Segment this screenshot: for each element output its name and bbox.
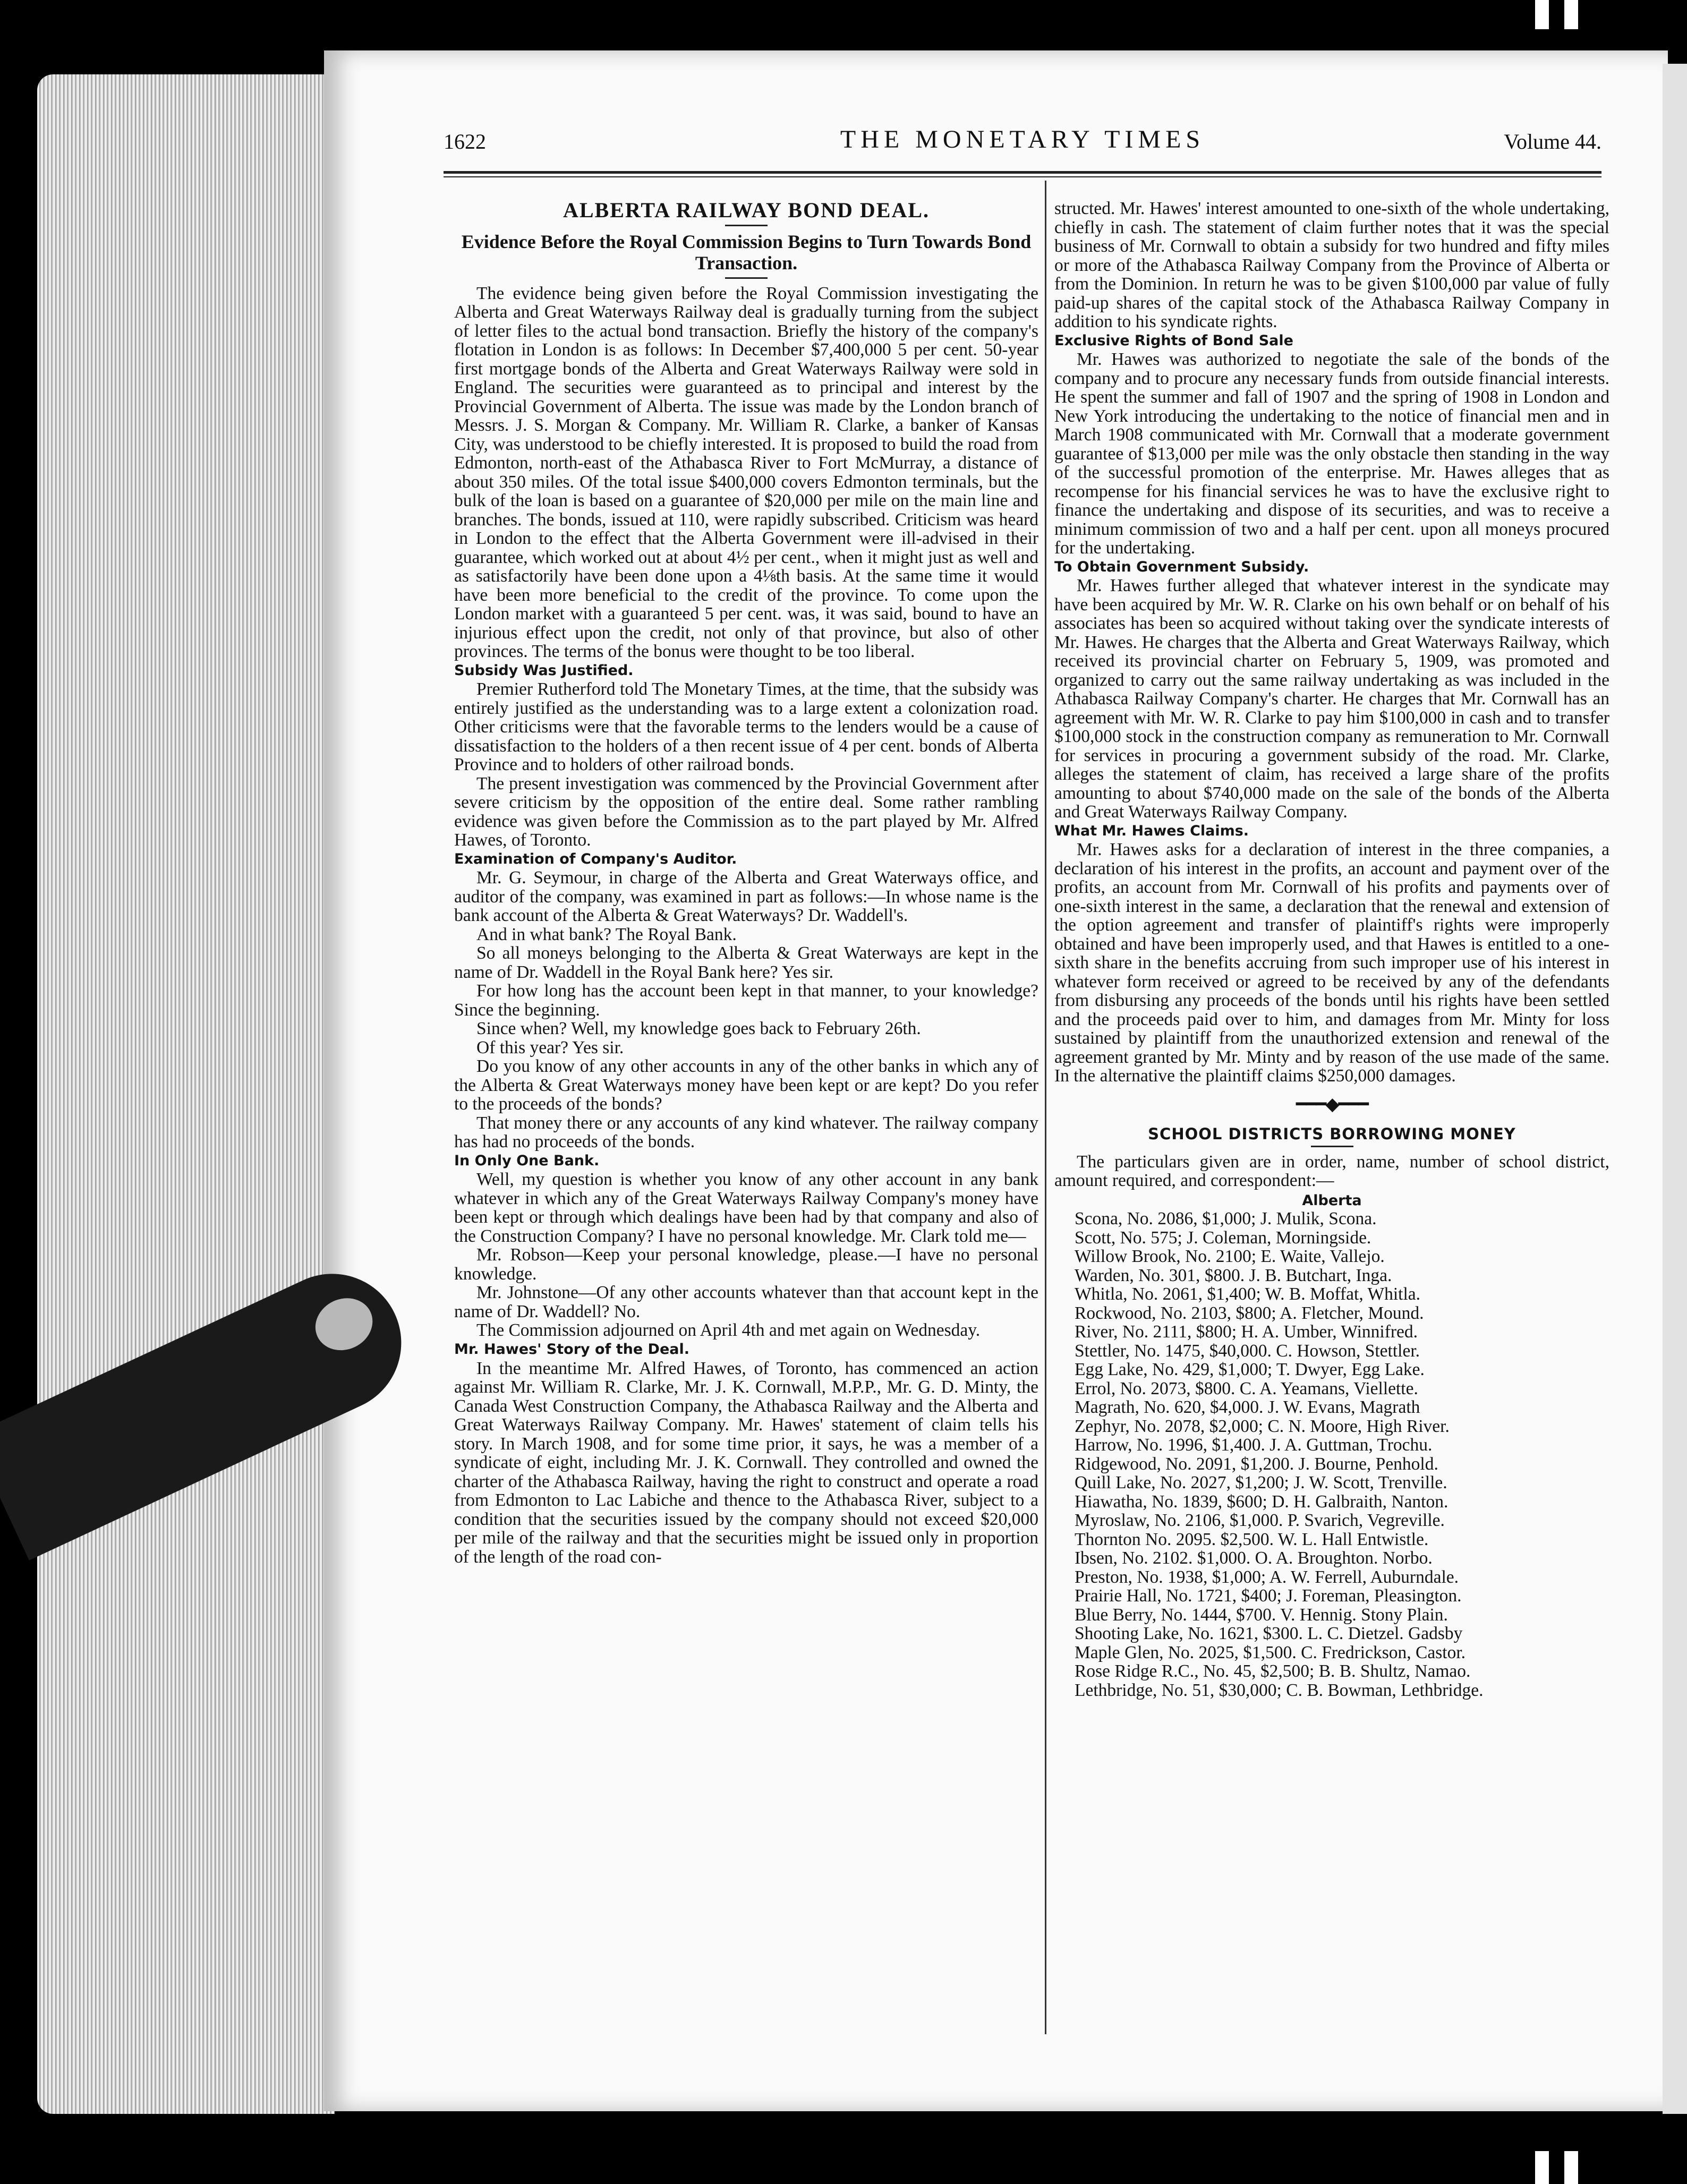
school-title-dash [1311,1146,1353,1147]
paragraph: And in what bank? The Royal Bank. [476,924,737,944]
running-head: THE MONETARY TIMES [840,125,1205,153]
district-entry: Prairie Hall, No. 1721, $400; J. Foreman, Pleasington. [1075,1586,1462,1606]
district-entry: Ibsen, No. 2102. $1,000. O. A. Broughton. Norbo. [1075,1548,1433,1568]
section-heading: In Only One Bank. [454,1152,600,1169]
section-heading: What Mr. Hawes Claims. [1054,822,1249,839]
intro-paragraph: The evidence being given before the Royal Commission investigating the Alberta and Great Waterways Railway deal is gradually turning from the subject of letter files to the actual bond transaction. Briefly the history of the company's flotation in London is as follows: In December $7,400,000 5 per cent. 50-year first mortgage bonds of the Alberta and Great Waterways Railway were sold in England. The securities were guaranteed as to principal and interest by the Provincial Government of Alberta. The issue was made by the London branch of Messrs. J. S. Morgan & Company. Mr. William R. Clarke, a banker of Kansas City, was understood to be chiefly interested. It is proposed to build the road from Edmonton, north-east of the Athabasca River to Fort McMurray, a distance of about 350 miles. Of the total issue $400,000 covers Edmonton terminals, but the bulk of the loan is based on a guarantee of $20,000 per mile on the main line and branches. The bonds, issued at 110, were rapidly subscribed. Criticism was heard in London to the effect that the Alberta Government were ill-advised in their guarantee, which worked out at about 4½ per cent., when it might just as well and as satisfactorily have been done upon a 4⅛th basis. At the same time it would have been more beneficial to the credit of the province. To come upon the London market with a guaranteed 5 per cent. was, it was said, bound to have an injurious effect upon the credit, not only of that province, but also of other provinces. The terms of the bonus were thought to be too liberal. [454,283,1038,662]
district-entry: Lethbridge, No. 51, $30,000; C. B. Bowman, Lethbridge. [1075,1680,1484,1700]
district-entry: Whitla, No. 2061, $1,400; W. B. Moffat, Whitla. [1075,1284,1421,1304]
district-entry: Stettler, No. 1475, $40,000. C. Howson, Stettler. [1075,1341,1420,1361]
film-mark [1564,2151,1578,2184]
paragraph-continued: structed. Mr. Hawes' interest amounted to one-sixth of the whole undertaking, chiefly in cash. The statement of claim further notes that it was the special business of Mr. Cornwall to obtain a subsidy for two hundred and fifty miles or more of the Athabasca Railway Company from the Province of Alberta or from the Dominion. In return he was to be given $100,000 par value of fully paid-up shares of the capital stock of the Athabasca Railway Company in addition to his syndicate rights. [1054,199,1609,331]
school-districts-intro: The particulars given are in order, name, number of school district, amount required, and correspondent:— [1054,1151,1609,1191]
article-subtitle: Evidence Before the Royal Commission Begins to Turn Towards Bond Transaction. [461,231,1032,274]
volume-label: Volume 44. [1504,130,1601,153]
section-heading: Subsidy Was Justified. [454,662,634,679]
district-entry: Rockwood, No. 2103, $800; A. Fletcher, Mound. [1075,1303,1424,1323]
film-mark [1535,2151,1549,2184]
facing-page-strip [1663,64,1687,2114]
district-entry: Myroslaw, No. 2106, $1,000. P. Svarich, Vegreville. [1075,1511,1445,1531]
district-entry: Shooting Lake, No. 1621, $300. L. C. Dietzel. Gadsby [1075,1624,1463,1644]
district-list [1054,1209,1609,1700]
paragraph: Mr. Hawes further alleged that whatever interest in the syndicate may have been acquired by Mr. W. R. Clarke on his own behalf or on behalf of his associates has been so acquired without taking over the syndicate interests of Mr. Hawes. He charges that the Alberta and Great Waterways Railway, which received its provincial charter on February 5, 1909, was promoted and organized to carry out the same railway undertaking as was included in the Athabasca Railway Company's charter. He charges that Mr. Cornwall has an agreement with Mr. W. R. Clarke to pay him $100,000 in cash and to transfer $100,000 stock in the construction company as remuneration to Mr. Cornwall for services in procuring a government subsidy of the road. Mr. Clarke, alleges the statement of claim, has received a large share of the profits amounting to about $740,000 made on the sale of the bonds of the Alberta and Great Waterways Railway Company. [1054,576,1609,822]
paragraph: Well, my question is whether you know of any other account in any bank whatever in which any of the Great Waterways Railway Company's money have been kept or through which dealings have been had by that company and also of the Construction Company? I have no personal knowledge. Mr. Clark told me— [454,1170,1038,1246]
paragraph: For how long has the account been kept in that manner, to your knowledge? Since the beginning. [454,981,1038,1020]
section-ornament: ━━━◆━━━ [1296,1094,1368,1114]
column-left [454,199,1038,1566]
section-heading: Examination of Company's Auditor. [454,850,737,867]
page-header [444,125,1601,162]
paragraph: Mr. Hawes was authorized to negotiate the sale of the bonds of the company and to procure any necessary funds from outside financial interests. He spent the summer and fall of 1907 and the spring of 1908 in London and New York introducing the undertaking to the notice of financial men and in March 1908 communicated with Mr. Cornwall that a moderate government guarantee of $13,000 per mile was the only obstacle then standing in the way of the successful promotion of the enterprise. Mr. Hawes alleges that as recompense for his financial services he was to have the exclusive right to finance the undertaking and dispose of its securities, and was to receive a minimum commission of two and a half per cent. upon all moneys procured for the undertaking. [1054,349,1609,558]
district-entry: Magrath, No. 620, $4,000. J. W. Evans, Magrath [1075,1397,1420,1418]
section-heading: To Obtain Government Subsidy. [1054,558,1309,575]
paragraph: Do you know of any other accounts in any of the other banks in which any of the Alberta & Great Waterways money have been kept or are kept? Do you refer to the proceeds of the bonds? [454,1056,1038,1114]
district-entry: Willow Brook, No. 2100; E. Waite, Vallejo. [1075,1247,1385,1267]
district-entry: Maple Glen, No. 2025, $1,500. C. Fredrickson, Castor. [1075,1642,1466,1662]
paragraph-start: In the meantime Mr. Alfred Hawes, of Toronto, has commenced an action against Mr. William R. Clarke, Mr. J. K. Cornwall, M.P.P., Mr. G. D. Minty, the Canada West Construction Company, the Athabasca Railway and the Alberta and Great Waterways Railway Company. Mr. Hawes' statement of claim tells his story. In March 1908, and for some time prior, it says, he was a member of a syndicate of eight, including Mr. J. K. Cornwall. They controlled and owned the charter of the Athabasca Railway, having the right to construct and operate a road from Edmonton to Lac Labiche and thence to the Athabasca River, subject to a condition that the securities issued by the company should not exceed $20,000 per mile of the railway and that the securities might be issued only in proportion of the length of the road con- [454,1358,1038,1567]
paragraph: Of this year? Yes sir. [476,1037,624,1057]
district-entry: Rose Ridge R.C., No. 45, $2,500; B. B. Shultz, Namao. [1075,1661,1471,1682]
paragraph: Premier Rutherford told The Monetary Times, at the time, that the subsidy was entirely justified as the understanding was to a large extent a colonization road. Other criticisms were that the favorable terms to the lenders would be a cause of dissatisfaction to the holders of a then recent issue of 4 per cent. bonds of Alberta Province and to holders of other railroad bonds. [454,679,1038,775]
article-title: ALBERTA RAILWAY BOND DEAL. [563,198,930,222]
header-rule [444,171,1601,174]
page-number: 1622 [444,130,486,153]
district-entry: Quill Lake, No. 2027, $1,200; J. W. Scott, Trenville. [1075,1473,1447,1493]
book-page-edges [37,74,335,2114]
district-entry: Harrow, No. 1996, $1,400. J. A. Guttman, Trochu. [1075,1435,1433,1455]
district-entry: River, No. 2111, $800; H. A. Umber, Winnifred. [1075,1322,1418,1342]
paragraph: Since when? Well, my knowledge goes back to February 26th. [476,1019,921,1039]
paragraph: The present investigation was commenced by the Provincial Government after severe criticism by the opposition of the entire deal. Some rather rambling evidence was given before the Commission as to the part played by Mr. Alfred Hawes, of Toronto. [454,773,1038,850]
section-heading: Mr. Hawes' Story of the Deal. [454,1341,690,1358]
district-entry: Errol, No. 2073, $800. C. A. Yeamans, Viellette. [1075,1378,1418,1398]
paragraph: Mr. G. Seymour, in charge of the Alberta and Great Waterways office, and auditor of the company, was examined in part as follows:—In whose name is the bank account of the Alberta & Great Waterways? Dr. Waddell's. [454,868,1038,926]
column-rule [1045,181,1046,2034]
district-entry: Preston, No. 1938, $1,000; A. W. Ferrell, Auburndale. [1075,1567,1459,1587]
title-dash [725,225,768,226]
paragraph: So all moneys belonging to the Alberta & Great Waterways are kept in the name of Dr. Waddell in the Royal Bank here? Yes sir. [454,943,1038,982]
district-entry: Blue Berry, No. 1444, $700. V. Hennig. Stony Plain. [1075,1605,1448,1625]
section-heading: Exclusive Rights of Bond Sale [1054,332,1293,349]
header-rule-thin [444,176,1601,177]
film-mark [1535,0,1549,29]
province-heading: Alberta [1302,1192,1362,1209]
subtitle-dash [725,277,768,279]
district-entry: Ridgewood, No. 2091, $1,200. J. Bourne, Penhold. [1075,1454,1438,1474]
paragraph: That money there or any accounts of any kind whatever. The railway company has had no proceeds of the bonds. [454,1113,1038,1152]
district-entry: Egg Lake, No. 429, $1,000; T. Dwyer, Egg Lake. [1075,1360,1425,1380]
film-mark [1564,0,1578,29]
district-entry: Scona, No. 2086, $1,000; J. Mulik, Scona. [1075,1209,1377,1229]
district-entry: Hiawatha, No. 1839, $600; D. H. Galbraith, Nanton. [1075,1491,1449,1512]
paragraph: Mr. Robson—Keep your personal knowledge, please.—I have no personal knowledge. [454,1245,1038,1284]
paragraph: Mr. Johnstone—Of any other accounts whatever than that account kept in the name of Dr. Waddell? No. [454,1283,1038,1321]
district-entry: Warden, No. 301, $800. J. B. Butchart, Inga. [1075,1265,1392,1285]
column-right [1054,199,1609,1700]
district-entry: Zephyr, No. 2078, $2,000; C. N. Moore, High River. [1075,1416,1450,1436]
school-districts-title: SCHOOL DISTRICTS BORROWING MONEY [1148,1124,1516,1143]
paragraph: The Commission adjourned on April 4th and met again on Wednesday. [476,1320,981,1341]
district-entry: Scott, No. 575; J. Coleman, Morningside. [1075,1227,1371,1248]
paragraph: Mr. Hawes asks for a declaration of interest in the three companies, a declaration of his interest in the profits, an account and payment over of the profits, an account from Mr. Cornwall of his profits and payments over of one-sixth interest in the same, a declaration that the renewal and extension of the option agreement and transfer of plaintiff's rights were improperly obtained and have been improperly used, and that Hawes is entitled to a one-sixth share in the benefits accruing from such improper use of his interest in whatever form received or agreed to be received by any of the defendants from disbursing any proceeds of the bonds until his rights have been settled and the proceeds paid over to him, and damages from Mr. Minty for loss sustained by plaintiff from the unauthorized extension and renewal of the agreement granted by Mr. Minty and by reason of the use made of the same. In the alternative the plaintiff claims $250,000 damages. [1054,840,1609,1086]
district-entry: Thornton No. 2095. $2,500. W. L. Hall Entwistle. [1075,1529,1429,1549]
